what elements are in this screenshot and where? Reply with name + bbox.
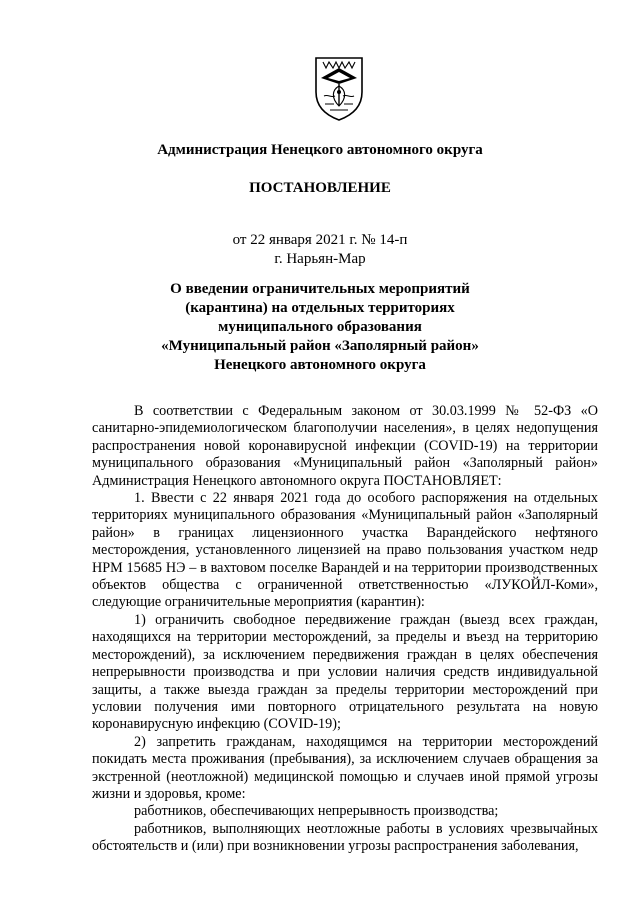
document-title: [0, 280, 640, 375]
body-paragraph-preamble: В соответствии с Федеральным законом от 30.03.1999 № 52-ФЗ «О санитарно-эпидемиологическом благополучии населения», в целях недопущения распространения новой коронавирусной инфекции (COVID-19) на территории муниципального образования «Муниципальный район «Заполярный район» Администрация Ненецкого автономного округа ПОСТАНОВЛЯЕТ:: [92, 403, 598, 489]
title-line: О введении ограничительных мероприятий: [170, 281, 470, 297]
title-line: (карантина) на отдельных территориях: [185, 300, 455, 316]
document-date-number: от 22 января 2021 г. № 14-п: [232, 232, 408, 248]
body-paragraph-item-1: 1. Ввести с 22 января 2021 года до особого распоряжения на отдельных территориях муниципального образования «Муниципальный район «Заполярный район» в границах лицензионного участка Варандейского нефтяного месторождения, установленного лицензией на право пользования участком недр НРМ 15685 НЭ – в вахтовом поселке Варандей и на территории производственных объектов общества с ограниченной ответственностью «ЛУКОЙЛ-Коми», следующие ограничительные мероприятия (карантин):: [92, 490, 598, 611]
body-paragraph-exception-1: работников, обеспечивающих непрерывность производства;: [134, 803, 499, 820]
title-line: «Муниципальный район «Заполярный район»: [161, 338, 479, 354]
document-city: г. Нарьян-Мар: [274, 251, 366, 267]
body-paragraph-subitem-2: 2) запретить гражданам, находящимся на территории месторождений покидать места проживания (пребывания), за исключением случаев обращения за экстренной (неотложной) медицинской помощью и случаев иной прямой угрозы жизни и здоровья, кроме:: [92, 733, 598, 802]
title-line: муниципального образования: [218, 319, 422, 335]
body-paragraph-subitem-1: 1) ограничить свободное передвижение граждан (выезд всех граждан, находящихся на территории месторождений, за пределы и въезд на территорию месторождений), за исключением передвижения граждан в целях обеспечения непрерывности производства и при условии наличия средств индивидуальной защиты, а также выезда граждан за пределы территории месторождений при условии получения ими повторного отрицательного результата на новую коронавирусную инфекцию (COVID-19);: [92, 611, 598, 733]
nenets-okrug-coat-of-arms-icon: [312, 54, 366, 122]
document-type: ПОСТАНОВЛЕНИЕ: [249, 180, 391, 196]
agency-name: Администрация Ненецкого автономного округа: [157, 142, 483, 158]
title-line: Ненецкого автономного округа: [214, 357, 426, 373]
body-paragraph-exception-2: работников, выполняющих неотложные работы в условиях чрезвычайных обстоятельств и (или) при возникновении угрозы распространения заболевания,: [92, 820, 598, 855]
document-body: [92, 403, 598, 856]
